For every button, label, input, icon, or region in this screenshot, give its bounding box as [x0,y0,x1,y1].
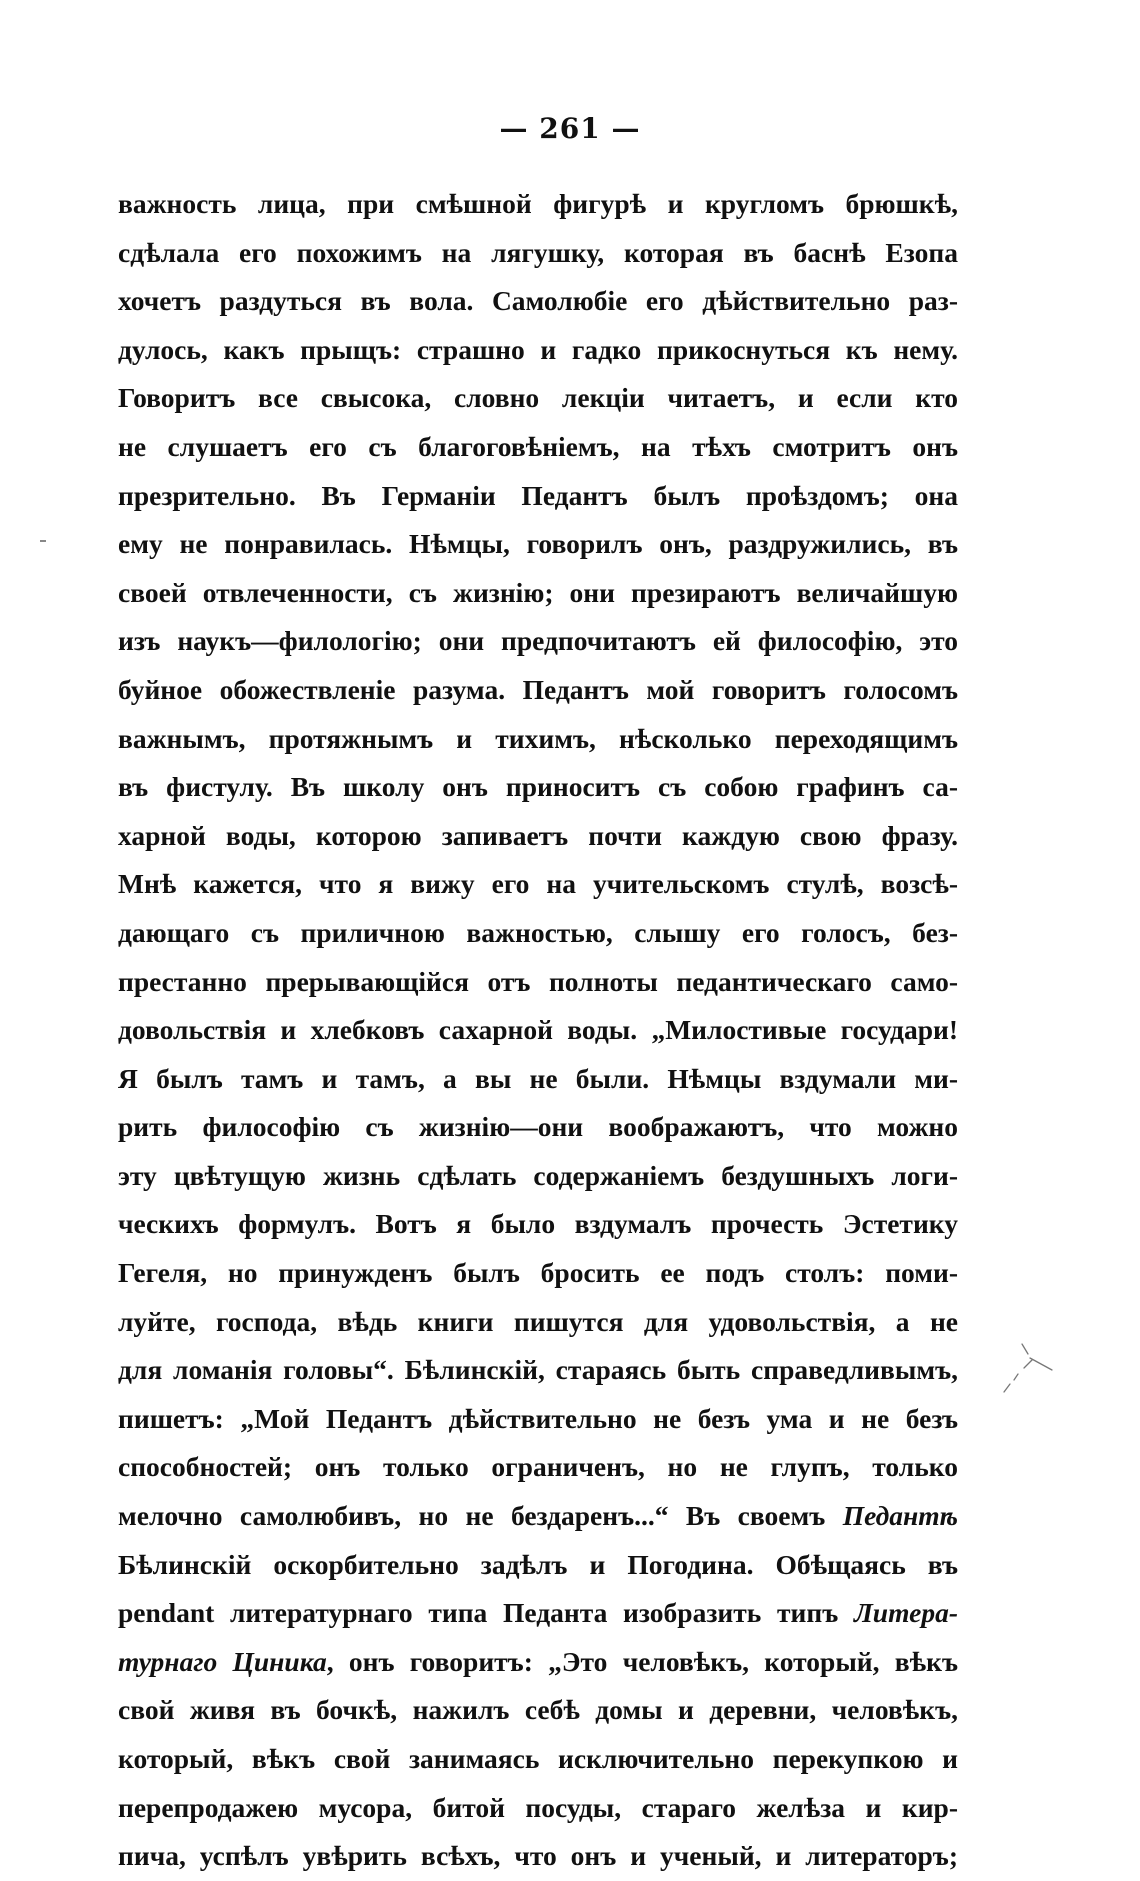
text-line: своей отвлеченности, съ жизнію; они презираютъ величайшую [118,576,958,608]
text-line: довольствія и хлебковъ сахарной воды. „Милостивые государи! [118,1014,958,1046]
text-line: Мнѣ кажется, что я вижу его на учительскомъ стулѣ, возсѣ- [118,868,958,900]
text-run: , онъ говоритъ: „Это человѣкъ, который, вѣкъ [326,1645,958,1677]
text-line [118,1589,958,1638]
text-line: сдѣлала его похожимъ на лягушку, которая въ баснѣ Езопа [118,236,958,268]
text-line: который, вѣкъ свой занимаясь исключительно перекупкою и [118,1743,958,1774]
text-line [118,1492,958,1541]
text-line: буйное обожествленіе разума. Педантъ мой говоритъ голосомъ [118,673,958,705]
margin-speck [40,540,46,542]
text-line: престанно прерывающійся отъ полноты педантическаго само- [118,965,958,997]
italic-title-literary: Литера- [853,1597,958,1629]
text-line: ческихъ формулъ. Вотъ я было вздумалъ прочесть Эстетику [118,1208,958,1240]
italic-title-cynic: турнаго Циника [118,1645,327,1677]
text-run: мелочно самолюбивъ, но не бездаренъ...“ Въ своемъ [118,1500,843,1532]
text-line: пича, успѣлъ увѣрить всѣхъ, что онъ и ученый, и литераторъ; [118,1840,958,1872]
text-line: Я былъ тамъ и тамъ, а вы не были. Нѣмцы вздумали ми- [118,1062,958,1094]
text-run: pendant литературнаго типа Педанта изобразить типъ [118,1597,854,1629]
text-line: пишетъ: „Мой Педантъ дѣйствительно не безъ ума и не безъ [118,1402,958,1434]
text-line: Говоритъ все свысока, словно лекціи читаетъ, и если кто [118,382,958,414]
page-number: — 261 — [499,112,641,145]
text-line: эту цвѣтущую жизнь сдѣлать содержаніемъ бездушныхъ логи- [118,1159,958,1191]
text-line: не слушаетъ его съ благоговѣніемъ, на тѣхъ смотритъ онъ [118,430,958,462]
text-line: свой живя въ бочкѣ, нажилъ себѣ домы и деревни, человѣкъ, [118,1694,958,1726]
text-line: дулось, какъ прыщъ: страшно и гадко прикоснуться къ нему. [118,333,958,365]
text-line: важность лица, при смѣшной фигурѣ и кругломъ брюшкѣ, [118,188,958,219]
text-line: хочетъ раздуться въ вола. Самолюбіе его дѣйствительно раз- [118,285,958,317]
text-line: способностей; онъ только ограниченъ, но не глупъ, только [118,1451,958,1483]
text-line: дающаго съ приличною важностью, слышу его голосъ, без- [118,916,958,948]
text-line: луйте, господа, вѣдь книги пишутся для удовольствія, а не [118,1305,958,1337]
pencil-mark-icon [1000,1340,1080,1400]
italic-title-pedant: Педантѣ [842,1500,958,1532]
text-line: харной воды, которою запиваетъ почти каждую свою фразу. [118,819,958,851]
text-line: Гегеля, но принужденъ былъ бросить ее подъ столъ: поми- [118,1257,958,1289]
text-line: презрительно. Въ Германіи Педантъ былъ проѣздомъ; она [118,479,958,511]
text-line: для ломанія головы“. Бѣлинскій, стараясь быть справедливымъ, [118,1354,958,1386]
text-line [118,1638,958,1687]
body-text [118,180,958,1881]
text-line: важнымъ, протяжнымъ и тихимъ, нѣсколько переходящимъ [118,722,958,754]
text-line: изъ наукъ—филологію; они предпочитаютъ ей философію, это [118,625,958,657]
text-line: Бѣлинскій оскорбительно задѣлъ и Погодина. Обѣщаясь въ [118,1548,958,1580]
text-line: ему не понравилась. Нѣмцы, говорилъ онъ, раздружились, въ [118,528,958,560]
text-line: перепродажею мусора, битой посуды, стараго желѣза и кир- [118,1791,958,1823]
text-line: въ фистулу. Въ школу онъ приноситъ съ собою графинъ са- [118,771,958,803]
text-line: рить философію съ жизнію—они воображаютъ, что можно [118,1111,958,1143]
